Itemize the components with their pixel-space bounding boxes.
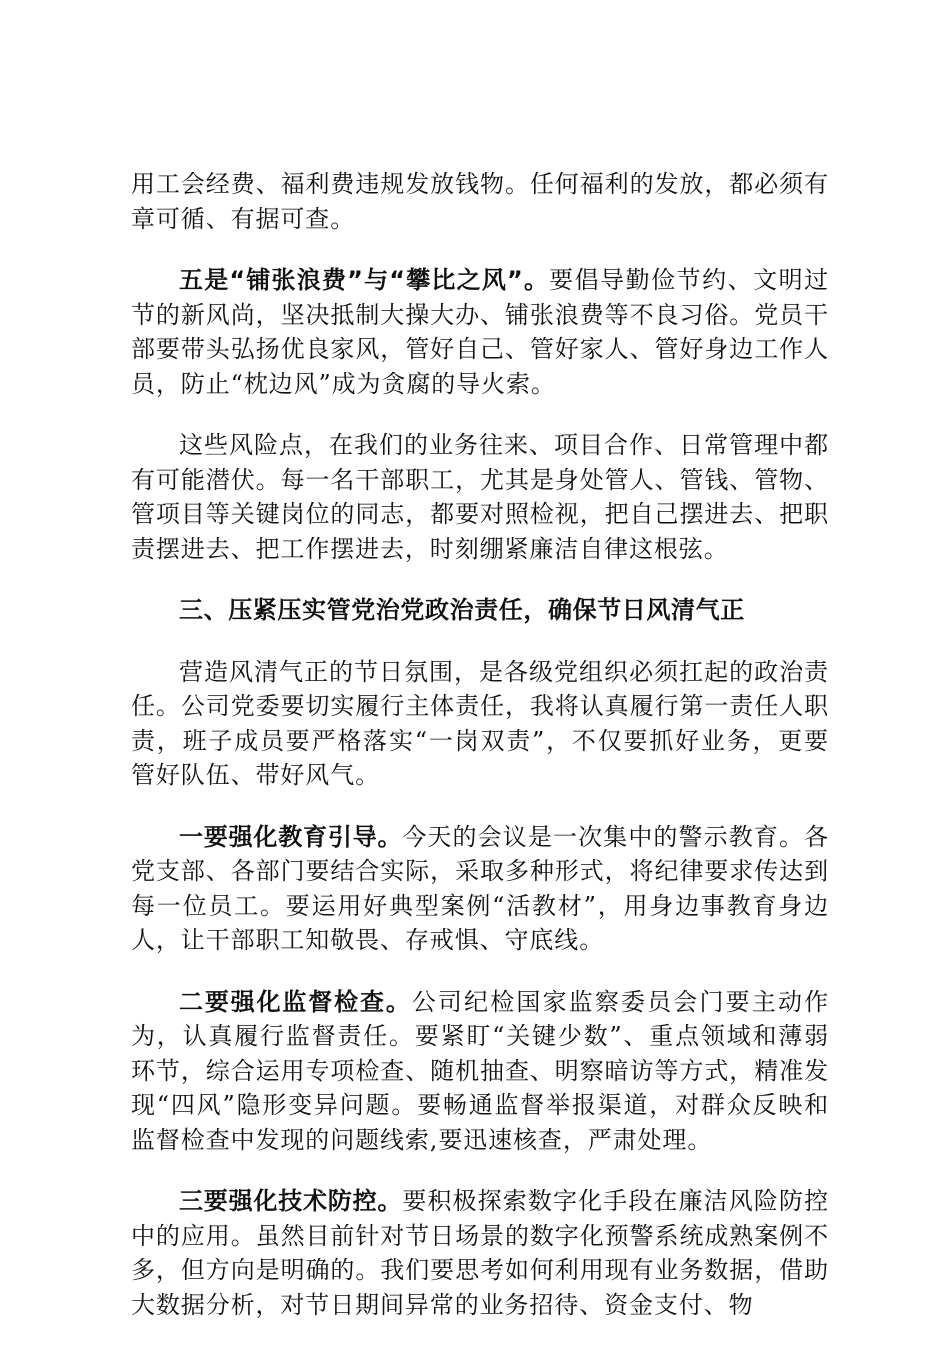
paragraph-technology <box>131 1184 829 1322</box>
paragraph-point-five <box>131 263 829 401</box>
paragraph-text: 这些风险点，在我们的业务往来、项目合作、日常管理中都有可能潜伏。每一名干部职工，尤其是身处管人、管钱、管物、管项目等关键岗位的同志，都要对照检视，把自己摆进去、把职责摆进去、把工作摆进去，时刻绷紧廉洁自律这根弦。 <box>131 431 829 563</box>
heading-text: 三、压紧压实管党治党政治责任，确保节日风清气正 <box>179 596 745 624</box>
paragraph-lead: 五是“铺张浪费”与“攀比之风”。 <box>179 266 550 294</box>
paragraph-education <box>131 820 829 958</box>
paragraph-risk-summary <box>131 428 829 566</box>
paragraph-lead: 一要强化教育引导。 <box>179 822 403 851</box>
paragraph-text: 今天的会议是一次集中的警示教育。各党支部、各部门要结合实际，采取多种形式，将纪律要求传达到每一位员工。要运用好典型案例“活教材”，用身边事教育身边人，让干部职工知敬畏、存戒惧、守底线。 <box>131 822 829 954</box>
document-page <box>131 167 829 1349</box>
paragraph-text: 公司纪检国家监察委员会门要主动作为，认真履行监督责任。要紧盯“关键少数”、重点领域和薄弱环节，综合运用专项检查、随机抽查、明察暗访等方式，精准发现“四风”隐形变异问题。要畅通监督举报渠道，对群众反映和监督检查中发现的问题线索,要迅速核查，严肃处理。 <box>131 987 830 1154</box>
paragraph-text: 要积极探索数字化手段在廉洁风险防控中的应用。虽然目前针对节日场景的数字化预警系统成熟案例不多，但方向是明确的。我们要思考如何利用现有业务数据，借助大数据分析，对节日期间异常的业务招待、资金支付、物 <box>131 1187 829 1319</box>
paragraph-text: 要倡导勤俭节约、文明过节的新风尚，坚决抵制大操大办、铺张浪费等不良习俗。党员干部要带头弘扬优良家风，管好自己、管好家人、管好身边工作人员，防止“枕边风”成为贪腐的导火索。 <box>131 266 829 398</box>
paragraph-lead: 三要强化技术防控。 <box>179 1187 403 1215</box>
paragraph-text: 营造风清气正的节日氛围，是各级党组织必须扛起的政治责任。公司党委要切实履行主体责任，我将认真履行第一责任人职责，班子成员要严格落实“一岗双责”，不仅要抓好业务，更要管好队伍、带好风气。 <box>131 657 829 789</box>
paragraph-welfare-continuation <box>131 167 829 236</box>
paragraph-supervision <box>131 985 829 1158</box>
paragraph-responsibility <box>131 655 829 793</box>
paragraph-text: 用工会经费、福利费违规发放钱物。任何福利的发放，都必须有章可循、有据可查。 <box>131 170 829 233</box>
section-heading-three <box>131 593 829 628</box>
paragraph-lead: 二要强化监督检查。 <box>179 987 412 1016</box>
